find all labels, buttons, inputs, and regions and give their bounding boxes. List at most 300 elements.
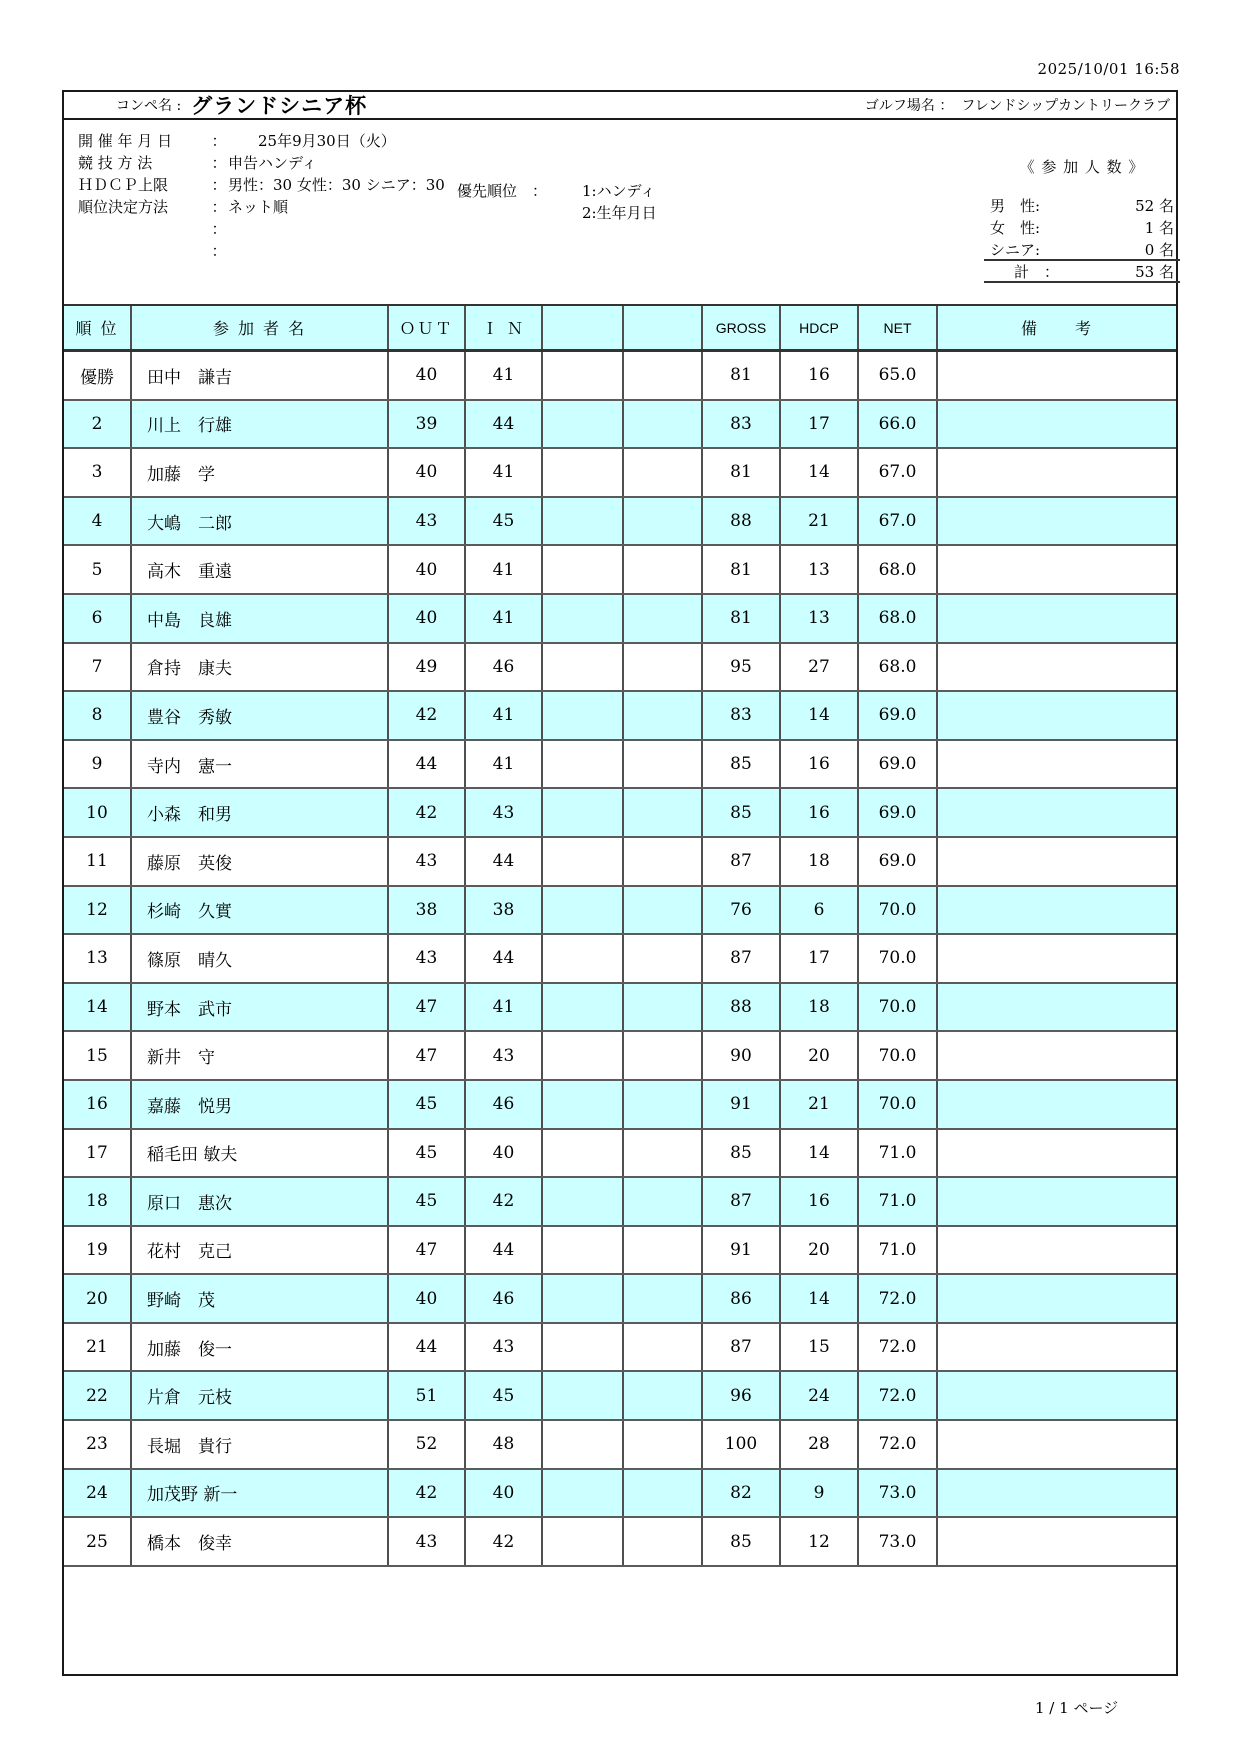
participants-senior-row <box>984 239 1180 261</box>
rank-cell: 23 <box>64 1421 132 1468</box>
blank2-cell <box>624 789 703 836</box>
info-colon: ： <box>211 198 227 216</box>
page-number: 1 / 1 ページ <box>1035 1699 1119 1717</box>
gross-cell: 86 <box>703 1275 781 1322</box>
hdcp-cell: 13 <box>781 595 859 642</box>
info-label: 競 技 方 法 <box>78 154 153 172</box>
gross-cell: 96 <box>703 1372 781 1419</box>
priority-item-1: 1:ハンディ <box>582 182 656 200</box>
note-cell <box>938 935 1176 982</box>
hdcp-cell: 20 <box>781 1032 859 1079</box>
table-row <box>64 1470 1176 1519</box>
note-cell <box>938 1421 1176 1468</box>
blank2-cell <box>624 1227 703 1274</box>
total-label: 計 ： <box>1014 263 1060 281</box>
table-empty-area <box>64 1567 1176 1674</box>
in-cell: 38 <box>466 887 543 934</box>
note-cell <box>938 1275 1176 1322</box>
blank1-cell <box>543 984 624 1031</box>
rank-cell: 15 <box>64 1032 132 1079</box>
female-label: 女 性: <box>990 219 1041 237</box>
name-cell: 野崎 茂 <box>132 1275 389 1322</box>
blank2-cell <box>624 692 703 739</box>
hdcp-cell: 16 <box>781 352 859 399</box>
note-cell <box>938 741 1176 788</box>
info-label <box>78 218 210 239</box>
table-row <box>64 1178 1176 1227</box>
net-cell: 68.0 <box>859 644 938 691</box>
hdcp-cell: 14 <box>781 1130 859 1177</box>
blank2-cell <box>624 449 703 496</box>
out-cell: 43 <box>389 935 466 982</box>
table-row <box>64 352 1176 401</box>
in-cell: 40 <box>466 1470 543 1517</box>
blank1-cell <box>543 1130 624 1177</box>
blank2-cell <box>624 546 703 593</box>
competition-label: コンペ名 : <box>116 98 182 114</box>
out-cell: 40 <box>389 595 466 642</box>
net-cell: 73.0 <box>859 1470 938 1517</box>
net-cell: 69.0 <box>859 789 938 836</box>
out-cell: 40 <box>389 449 466 496</box>
in-cell: 40 <box>466 1130 543 1177</box>
female-count: 1 名 <box>1144 219 1174 237</box>
rank-cell: 5 <box>64 546 132 593</box>
blank1-cell <box>543 1518 624 1565</box>
gross-cell: 87 <box>703 838 781 885</box>
table-row <box>64 1421 1176 1470</box>
hdcp-cell: 16 <box>781 789 859 836</box>
note-cell <box>938 692 1176 739</box>
name-cell: 大嶋 二郎 <box>132 498 389 545</box>
title-bar <box>64 92 1176 120</box>
net-cell: 68.0 <box>859 546 938 593</box>
blank1-cell <box>543 1421 624 1468</box>
out-cell: 44 <box>389 741 466 788</box>
rank-cell: 7 <box>64 644 132 691</box>
blank1-cell <box>543 838 624 885</box>
net-cell: 73.0 <box>859 1518 938 1565</box>
info-colon: ： <box>211 154 227 172</box>
blank2-cell <box>624 887 703 934</box>
gross-cell: 91 <box>703 1081 781 1128</box>
gross-cell: 88 <box>703 498 781 545</box>
net-cell: 70.0 <box>859 935 938 982</box>
name-cell: 倉持 康夫 <box>132 644 389 691</box>
in-cell: 46 <box>466 1081 543 1128</box>
blank1-cell <box>543 352 624 399</box>
table-row <box>64 546 1176 595</box>
rank-cell: 21 <box>64 1324 132 1371</box>
gross-cell: 81 <box>703 352 781 399</box>
blank1-cell <box>543 1372 624 1419</box>
gross-cell: 85 <box>703 741 781 788</box>
info-value: ネット順 <box>228 198 289 216</box>
out-cell: 43 <box>389 1518 466 1565</box>
out-cell: 47 <box>389 1032 466 1079</box>
note-cell <box>938 1130 1176 1177</box>
rank-cell: 17 <box>64 1130 132 1177</box>
hdcp-cell: 9 <box>781 1470 859 1517</box>
rank-cell: 25 <box>64 1518 132 1565</box>
in-cell: 43 <box>466 789 543 836</box>
net-cell: 72.0 <box>859 1324 938 1371</box>
table-row <box>64 644 1176 693</box>
net-cell: 71.0 <box>859 1178 938 1225</box>
gross-cell: 85 <box>703 1518 781 1565</box>
in-cell: 41 <box>466 449 543 496</box>
name-cell: 高木 重遠 <box>132 546 389 593</box>
out-cell: 52 <box>389 1421 466 1468</box>
gross-cell: 90 <box>703 1032 781 1079</box>
table-row <box>64 789 1176 838</box>
out-cell: 47 <box>389 984 466 1031</box>
note-cell <box>938 1324 1176 1371</box>
out-cell: 39 <box>389 401 466 448</box>
out-cell: 45 <box>389 1081 466 1128</box>
table-row <box>64 1032 1176 1081</box>
rank-cell: 12 <box>64 887 132 934</box>
name-cell: 新井 守 <box>132 1032 389 1079</box>
hdcp-cell: 20 <box>781 1227 859 1274</box>
blank1-cell <box>543 741 624 788</box>
out-cell: 43 <box>389 498 466 545</box>
gross-cell: 100 <box>703 1421 781 1468</box>
gross-cell: 87 <box>703 1324 781 1371</box>
info-line-empty2 <box>78 240 228 261</box>
name-cell: 嘉藤 悦男 <box>132 1081 389 1128</box>
blank2-cell <box>624 595 703 642</box>
participants-female-row <box>984 217 1180 239</box>
info-colon: ： <box>211 220 227 238</box>
net-cell: 69.0 <box>859 838 938 885</box>
note-cell <box>938 838 1176 885</box>
table-row <box>64 887 1176 936</box>
note-cell <box>938 644 1176 691</box>
hdcp-cell: 28 <box>781 1421 859 1468</box>
table-row <box>64 595 1176 644</box>
name-cell: 川上 行雄 <box>132 401 389 448</box>
blank1-cell <box>543 1178 624 1225</box>
rank-cell: 20 <box>64 1275 132 1322</box>
info-value: 25年9月30日（火） <box>228 132 396 150</box>
participants-male-row <box>984 195 1180 217</box>
net-cell: 72.0 <box>859 1372 938 1419</box>
name-cell: 藤原 英俊 <box>132 838 389 885</box>
net-cell: 72.0 <box>859 1421 938 1468</box>
gross-cell: 85 <box>703 1130 781 1177</box>
name-cell: 小森 和男 <box>132 789 389 836</box>
blank1-cell <box>543 1470 624 1517</box>
net-cell: 71.0 <box>859 1130 938 1177</box>
rank-cell: 18 <box>64 1178 132 1225</box>
info-label: ＨＤＣＰ上限 <box>78 176 169 194</box>
in-cell: 41 <box>466 352 543 399</box>
note-cell <box>938 546 1176 593</box>
blank2-cell <box>624 1178 703 1225</box>
hdcp-cell: 17 <box>781 935 859 982</box>
blank2-cell <box>624 1275 703 1322</box>
table-row <box>64 692 1176 741</box>
gross-cell: 95 <box>703 644 781 691</box>
blank2-cell <box>624 838 703 885</box>
name-cell: 杉崎 久實 <box>132 887 389 934</box>
info-line-hdcp <box>78 174 445 195</box>
gross-cell: 87 <box>703 935 781 982</box>
blank1-cell <box>543 1081 624 1128</box>
blank1-cell <box>543 1032 624 1079</box>
info-line-ranking <box>78 196 288 217</box>
blank1-cell <box>543 887 624 934</box>
in-cell: 41 <box>466 692 543 739</box>
info-label: 順位決定方法 <box>78 198 169 216</box>
blank2-cell <box>624 1372 703 1419</box>
report-document <box>62 90 1178 1676</box>
rank-cell: 14 <box>64 984 132 1031</box>
net-cell: 67.0 <box>859 449 938 496</box>
rank-cell: 19 <box>64 1227 132 1274</box>
info-label <box>78 240 210 261</box>
blank2-cell <box>624 1324 703 1371</box>
note-cell <box>938 595 1176 642</box>
net-cell: 70.0 <box>859 1032 938 1079</box>
table-row <box>64 1324 1176 1373</box>
out-cell: 40 <box>389 1275 466 1322</box>
blank2-cell <box>624 1130 703 1177</box>
name-cell: 橋本 俊幸 <box>132 1518 389 1565</box>
note-cell <box>938 352 1176 399</box>
in-cell: 44 <box>466 1227 543 1274</box>
gross-cell: 81 <box>703 595 781 642</box>
note-cell <box>938 1470 1176 1517</box>
table-row <box>64 449 1176 498</box>
blank1-cell <box>543 1227 624 1274</box>
hdcp-cell: 17 <box>781 401 859 448</box>
out-cell: 38 <box>389 887 466 934</box>
gross-cell: 87 <box>703 1178 781 1225</box>
name-cell: 花村 克己 <box>132 1227 389 1274</box>
gross-cell: 85 <box>703 789 781 836</box>
out-cell: 49 <box>389 644 466 691</box>
table-row <box>64 1081 1176 1130</box>
in-cell: 44 <box>466 401 543 448</box>
table-row <box>64 838 1176 887</box>
out-cell: 42 <box>389 789 466 836</box>
in-cell: 41 <box>466 984 543 1031</box>
info-colon: ： <box>211 132 227 150</box>
col-header-out: ＯＵＴ <box>389 306 466 349</box>
rank-cell: 11 <box>64 838 132 885</box>
in-cell: 43 <box>466 1032 543 1079</box>
print-timestamp: 2025/10/01 16:58 <box>1037 60 1180 78</box>
name-cell: 寺内 憲一 <box>132 741 389 788</box>
blank1-cell <box>543 1324 624 1371</box>
note-cell <box>938 984 1176 1031</box>
table-header-row <box>64 306 1176 352</box>
gross-cell: 88 <box>703 984 781 1031</box>
info-value: 男性：30 女性：30 シニア：30 <box>228 176 445 194</box>
course-name: フレンドシップカントリークラブ <box>961 98 1170 114</box>
gross-cell: 82 <box>703 1470 781 1517</box>
gross-cell: 83 <box>703 401 781 448</box>
in-cell: 42 <box>466 1518 543 1565</box>
info-colon: ： <box>211 176 227 194</box>
col-header-in: Ｉ Ｎ <box>466 306 543 349</box>
note-cell <box>938 887 1176 934</box>
out-cell: 47 <box>389 1227 466 1274</box>
table-row <box>64 1130 1176 1179</box>
rank-cell: 8 <box>64 692 132 739</box>
col-header-rank: 順 位 <box>64 306 132 349</box>
net-cell: 72.0 <box>859 1275 938 1322</box>
in-cell: 44 <box>466 838 543 885</box>
net-cell: 70.0 <box>859 984 938 1031</box>
name-cell: 中島 良雄 <box>132 595 389 642</box>
priority-item-2: 2:生年月日 <box>582 204 657 222</box>
rank-cell: 優勝 <box>64 352 132 399</box>
hdcp-cell: 12 <box>781 1518 859 1565</box>
name-cell: 加藤 俊一 <box>132 1324 389 1371</box>
senior-label: シニア: <box>990 241 1041 259</box>
rank-cell: 6 <box>64 595 132 642</box>
net-cell: 70.0 <box>859 1081 938 1128</box>
rank-cell: 2 <box>64 401 132 448</box>
table-row <box>64 1275 1176 1324</box>
in-cell: 48 <box>466 1421 543 1468</box>
blank2-cell <box>624 1421 703 1468</box>
note-cell <box>938 1032 1176 1079</box>
participants-title: 《 参 加 人 数 》 <box>1019 158 1145 176</box>
note-cell <box>938 498 1176 545</box>
in-cell: 45 <box>466 498 543 545</box>
in-cell: 41 <box>466 741 543 788</box>
col-header-hdcp: HDCP <box>781 306 859 349</box>
gross-cell: 91 <box>703 1227 781 1274</box>
in-cell: 44 <box>466 935 543 982</box>
info-section <box>64 120 1176 306</box>
blank2-cell <box>624 401 703 448</box>
blank1-cell <box>543 546 624 593</box>
name-cell: 豊谷 秀敏 <box>132 692 389 739</box>
in-cell: 46 <box>466 644 543 691</box>
hdcp-cell: 13 <box>781 546 859 593</box>
net-cell: 69.0 <box>859 692 938 739</box>
blank1-cell <box>543 595 624 642</box>
results-table <box>64 306 1176 1674</box>
blank2-cell <box>624 644 703 691</box>
male-label: 男 性: <box>990 197 1041 215</box>
net-cell: 70.0 <box>859 887 938 934</box>
rank-cell: 22 <box>64 1372 132 1419</box>
rank-cell: 24 <box>64 1470 132 1517</box>
rank-cell: 16 <box>64 1081 132 1128</box>
hdcp-cell: 18 <box>781 838 859 885</box>
out-cell: 44 <box>389 1324 466 1371</box>
note-cell <box>938 1178 1176 1225</box>
blank2-cell <box>624 935 703 982</box>
out-cell: 51 <box>389 1372 466 1419</box>
info-label: 開 催 年 月 日 <box>78 132 173 150</box>
rank-cell: 4 <box>64 498 132 545</box>
in-cell: 41 <box>466 546 543 593</box>
hdcp-cell: 21 <box>781 498 859 545</box>
table-row <box>64 1372 1176 1421</box>
participants-block <box>984 156 1180 283</box>
blank1-cell <box>543 692 624 739</box>
in-cell: 42 <box>466 1178 543 1225</box>
table-row <box>64 984 1176 1033</box>
table-row <box>64 935 1176 984</box>
in-cell: 45 <box>466 1372 543 1419</box>
net-cell: 69.0 <box>859 741 938 788</box>
net-cell: 68.0 <box>859 595 938 642</box>
note-cell <box>938 789 1176 836</box>
info-colon: ： <box>211 242 227 260</box>
gross-cell: 81 <box>703 449 781 496</box>
col-header-gross: GROSS <box>703 306 781 349</box>
net-cell: 66.0 <box>859 401 938 448</box>
name-cell: 片倉 元枝 <box>132 1372 389 1419</box>
net-cell: 71.0 <box>859 1227 938 1274</box>
blank1-cell <box>543 789 624 836</box>
rank-cell: 10 <box>64 789 132 836</box>
name-cell: 稲毛田 敏夫 <box>132 1130 389 1177</box>
participants-total-row <box>984 261 1180 283</box>
blank2-cell <box>624 498 703 545</box>
out-cell: 42 <box>389 692 466 739</box>
out-cell: 45 <box>389 1130 466 1177</box>
out-cell: 42 <box>389 1470 466 1517</box>
blank2-cell <box>624 1470 703 1517</box>
blank1-cell <box>543 498 624 545</box>
name-cell: 加藤 学 <box>132 449 389 496</box>
hdcp-cell: 6 <box>781 887 859 934</box>
gross-cell: 83 <box>703 692 781 739</box>
name-cell: 田中 謙吉 <box>132 352 389 399</box>
col-header-net: NET <box>859 306 938 349</box>
out-cell: 40 <box>389 352 466 399</box>
hdcp-cell: 15 <box>781 1324 859 1371</box>
blank2-cell <box>624 1518 703 1565</box>
net-cell: 65.0 <box>859 352 938 399</box>
blank1-cell <box>543 449 624 496</box>
name-cell: 篠原 晴久 <box>132 935 389 982</box>
note-cell <box>938 401 1176 448</box>
blank2-cell <box>624 1032 703 1079</box>
info-line-empty1 <box>78 218 228 239</box>
blank1-cell <box>543 644 624 691</box>
hdcp-cell: 21 <box>781 1081 859 1128</box>
blank1-cell <box>543 401 624 448</box>
out-cell: 45 <box>389 1178 466 1225</box>
senior-count: 0 名 <box>1144 241 1174 259</box>
table-row <box>64 741 1176 790</box>
in-cell: 46 <box>466 1275 543 1322</box>
blank2-cell <box>624 984 703 1031</box>
hdcp-cell: 18 <box>781 984 859 1031</box>
out-cell: 43 <box>389 838 466 885</box>
blank2-cell <box>624 741 703 788</box>
name-cell: 加茂野 新一 <box>132 1470 389 1517</box>
note-cell <box>938 1227 1176 1274</box>
hdcp-cell: 14 <box>781 692 859 739</box>
col-header-blank2 <box>624 306 703 349</box>
hdcp-cell: 14 <box>781 449 859 496</box>
priority-label: 優先順位 ： <box>457 182 548 200</box>
table-row <box>64 498 1176 547</box>
competition-name: グランドシニア杯 <box>191 93 368 118</box>
col-header-name: 参 加 者 名 <box>132 306 389 349</box>
